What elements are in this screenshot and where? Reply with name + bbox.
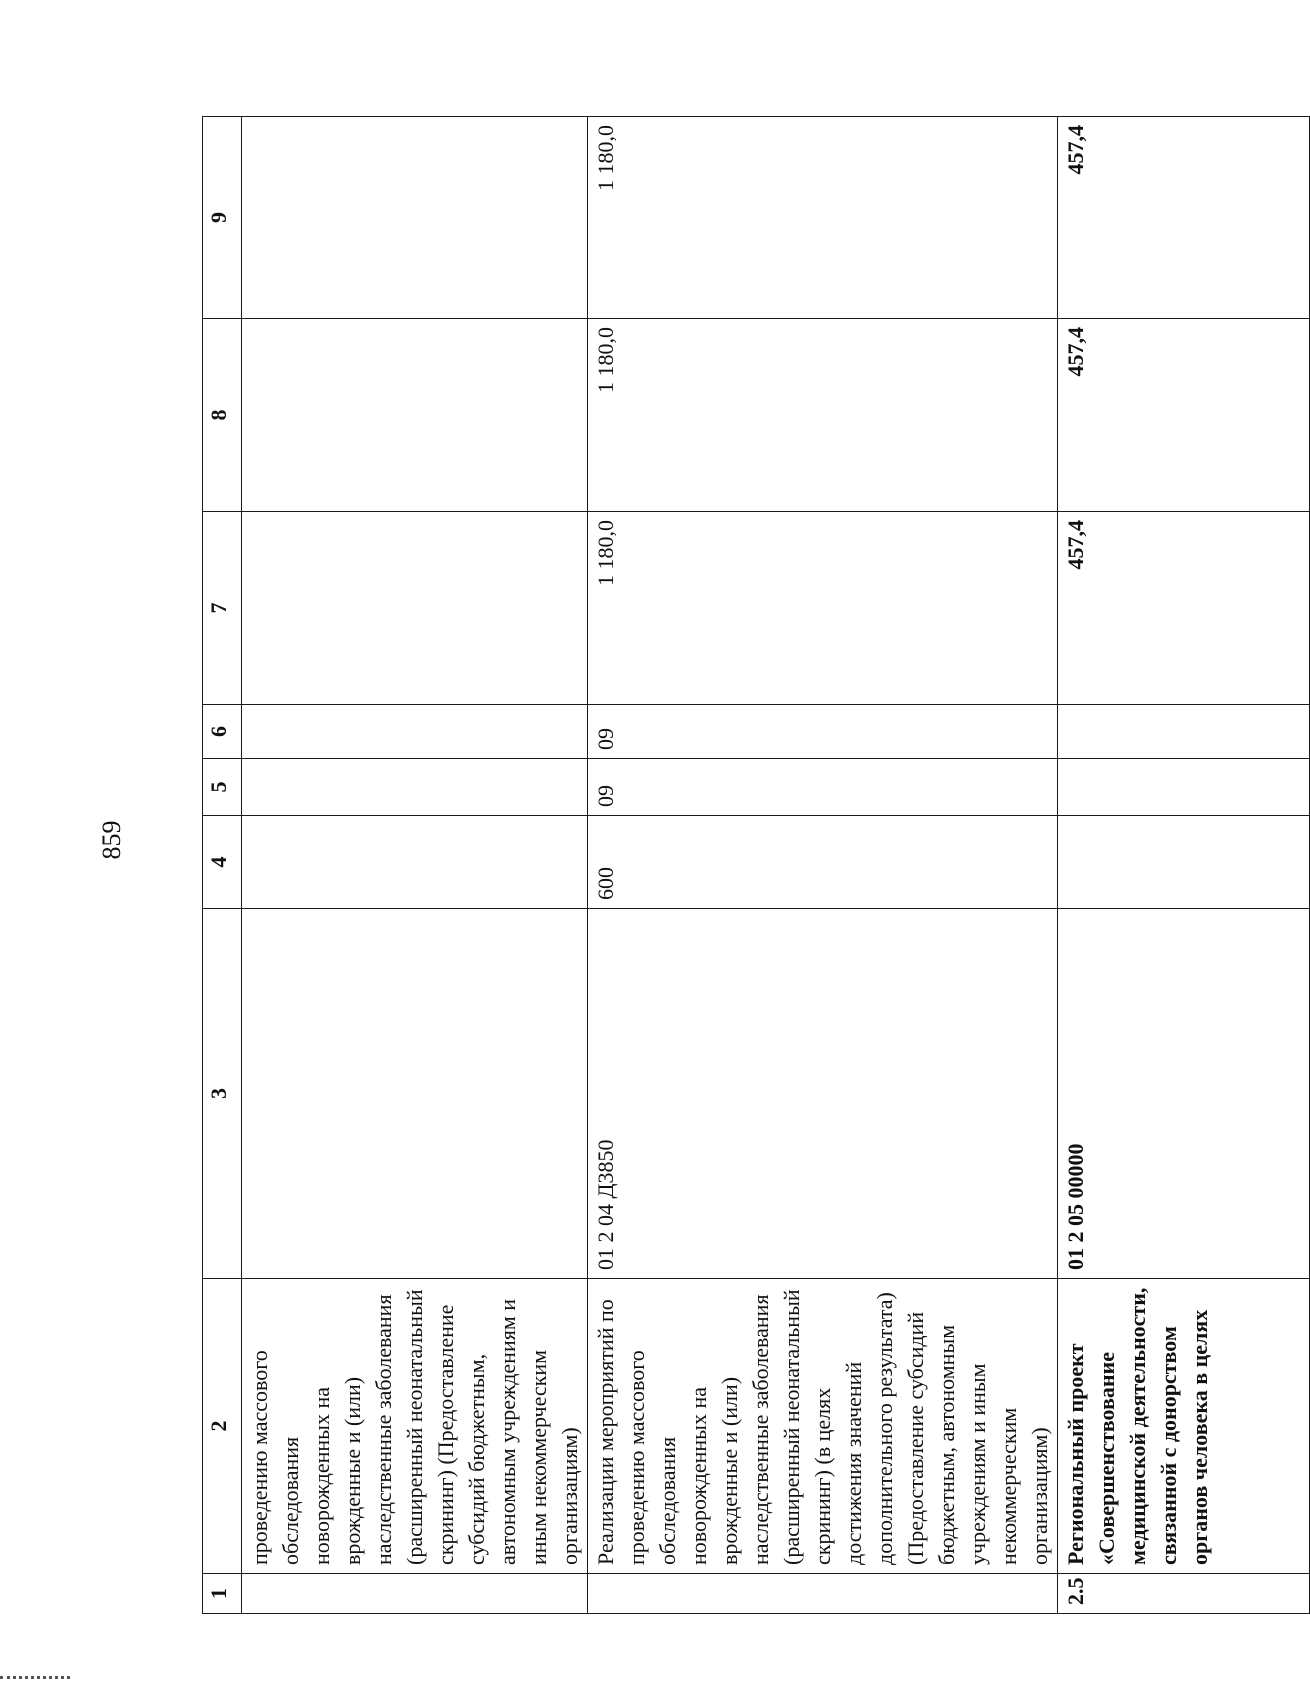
header-cell: 6 bbox=[203, 705, 242, 759]
table-row bbox=[1058, 117, 1310, 1614]
amount-cell: 1 180,0 bbox=[588, 117, 1058, 319]
amount-cell: 457,4 bbox=[1058, 319, 1310, 512]
section-cell bbox=[242, 759, 588, 816]
table-header-row bbox=[203, 117, 242, 1614]
page-number: 859 bbox=[97, 820, 126, 860]
code-cell bbox=[242, 909, 588, 1279]
section-cell bbox=[1058, 759, 1310, 816]
header-cell: 5 bbox=[203, 759, 242, 816]
row-number-cell: 2.5 bbox=[1058, 1574, 1310, 1614]
description-cell: Реализации мероприятий по проведению массового обследования новорожденных на врожденные и (или) наследственные заболевания (расширенный неонатальный скрининг) (в целях достижения значений дополнительного результата) (Предоставление субсидий бюджетным, автономным учреждениям и иным некоммерческим организациям) bbox=[588, 1279, 1058, 1574]
header-cell: 7 bbox=[203, 512, 242, 705]
expense-type-cell: 600 bbox=[588, 816, 1058, 909]
amount-cell: 1 180,0 bbox=[588, 319, 1058, 512]
description-cell: Региональный проект «Совершенствование медицинской деятельности, связанной с донорством органов человека в целях bbox=[1058, 1279, 1310, 1574]
description-cell: проведению массового обследования новорожденных на врожденные и (или) наследственные заболевания (расширенный неонатальный скрининг) (Предоставление субсидий бюджетным, автономным учреждениям и иным некоммерческим организациям) bbox=[242, 1279, 588, 1574]
header-cell: 1 bbox=[203, 1574, 242, 1614]
amount-cell bbox=[242, 117, 588, 319]
table-row bbox=[242, 117, 588, 1614]
header-cell: 8 bbox=[203, 319, 242, 512]
amount-cell: 457,4 bbox=[1058, 512, 1310, 705]
amount-cell bbox=[242, 319, 588, 512]
expense-type-cell bbox=[242, 816, 588, 909]
row-number-cell bbox=[588, 1574, 1058, 1614]
section-cell: 09 bbox=[588, 759, 1058, 816]
table-row bbox=[588, 117, 1058, 1614]
header-cell: 2 bbox=[203, 1279, 242, 1574]
subsection-cell: 09 bbox=[588, 705, 1058, 759]
amount-cell: 1 180,0 bbox=[588, 512, 1058, 705]
subsection-cell bbox=[1058, 705, 1310, 759]
amount-cell: 457,4 bbox=[1058, 117, 1310, 319]
budget-table bbox=[202, 116, 1310, 1614]
scan-artifact bbox=[0, 1676, 70, 1689]
expense-type-cell bbox=[1058, 816, 1310, 909]
header-cell: 4 bbox=[203, 816, 242, 909]
amount-cell bbox=[242, 512, 588, 705]
code-cell: 01 2 05 00000 bbox=[1058, 909, 1310, 1279]
code-cell: 01 2 04 Д3850 bbox=[588, 909, 1058, 1279]
header-cell: 3 bbox=[203, 909, 242, 1279]
row-number-cell bbox=[242, 1574, 588, 1614]
subsection-cell bbox=[242, 705, 588, 759]
header-cell: 9 bbox=[203, 117, 242, 319]
budget-table-container bbox=[202, 117, 1212, 1614]
